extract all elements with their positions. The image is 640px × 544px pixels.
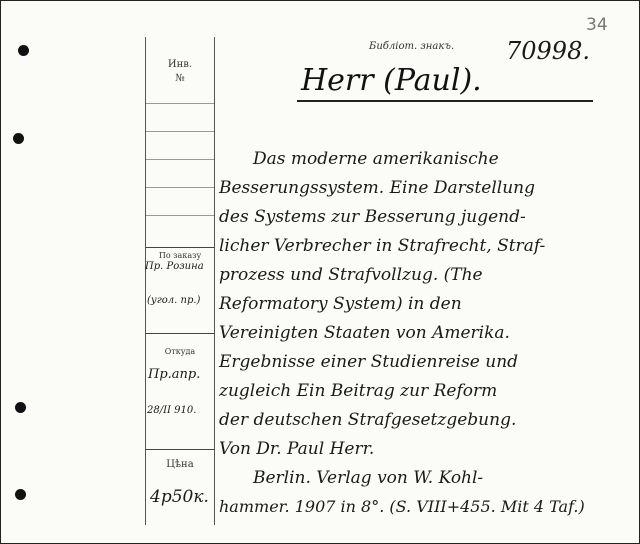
body-line: des Systems zur Besserung jugend-: [219, 207, 526, 227]
punch-hole: [18, 45, 29, 56]
accession-number: 70998.: [506, 37, 590, 65]
left-column: [145, 37, 215, 525]
order-line-1: Пр. Розина: [145, 261, 204, 272]
punch-hole: [15, 489, 26, 500]
body-line: Von Dr. Paul Herr.: [219, 439, 375, 459]
body-line: prozess und Strafvollzug. (The: [219, 265, 483, 285]
body-line: Besserungssystem. Eine Darstellung: [219, 178, 535, 198]
body-line: licher Verbrecher in Strafrecht, Straf-: [219, 236, 546, 256]
author-heading: Herr (Paul).: [301, 63, 482, 98]
body-line: Ergebnisse einer Studienreise und: [219, 352, 519, 372]
author-underline: [297, 100, 593, 102]
source-line-1: Пр.апр.: [148, 367, 201, 382]
body-line: Reformatory System) in den: [219, 294, 462, 314]
punch-hole: [15, 402, 26, 413]
source-line-2: 28/II 910.: [147, 405, 197, 416]
body-line: hammer. 1907 in 8°. (S. VIII+455. Mit 4 Taf.): [219, 497, 585, 516]
body-line: Vereinigten Staaten von Amerika.: [219, 323, 510, 343]
body-line: zugleich Ein Beitrag zur Reform: [219, 381, 498, 401]
inv-label: Инв.: [167, 59, 193, 70]
punch-hole: [13, 133, 24, 144]
body-line: der deutschen Strafgesetzgebung.: [219, 410, 517, 430]
order-label: По заказу: [158, 251, 202, 260]
body-line: Berlin. Verlag von W. Kohl-: [253, 468, 484, 488]
inv-no-label: №: [175, 73, 185, 84]
body-line: Das moderne amerikanische: [253, 149, 499, 169]
library-mark-label: Библіот. знакъ.: [369, 41, 455, 52]
source-label: Откуда: [164, 347, 196, 356]
pencil-mark: 34: [586, 15, 608, 35]
order-line-2: (угол. пр.): [147, 295, 201, 306]
price-value: 4р50к.: [150, 487, 209, 507]
price-label: Цѣна: [166, 459, 194, 470]
